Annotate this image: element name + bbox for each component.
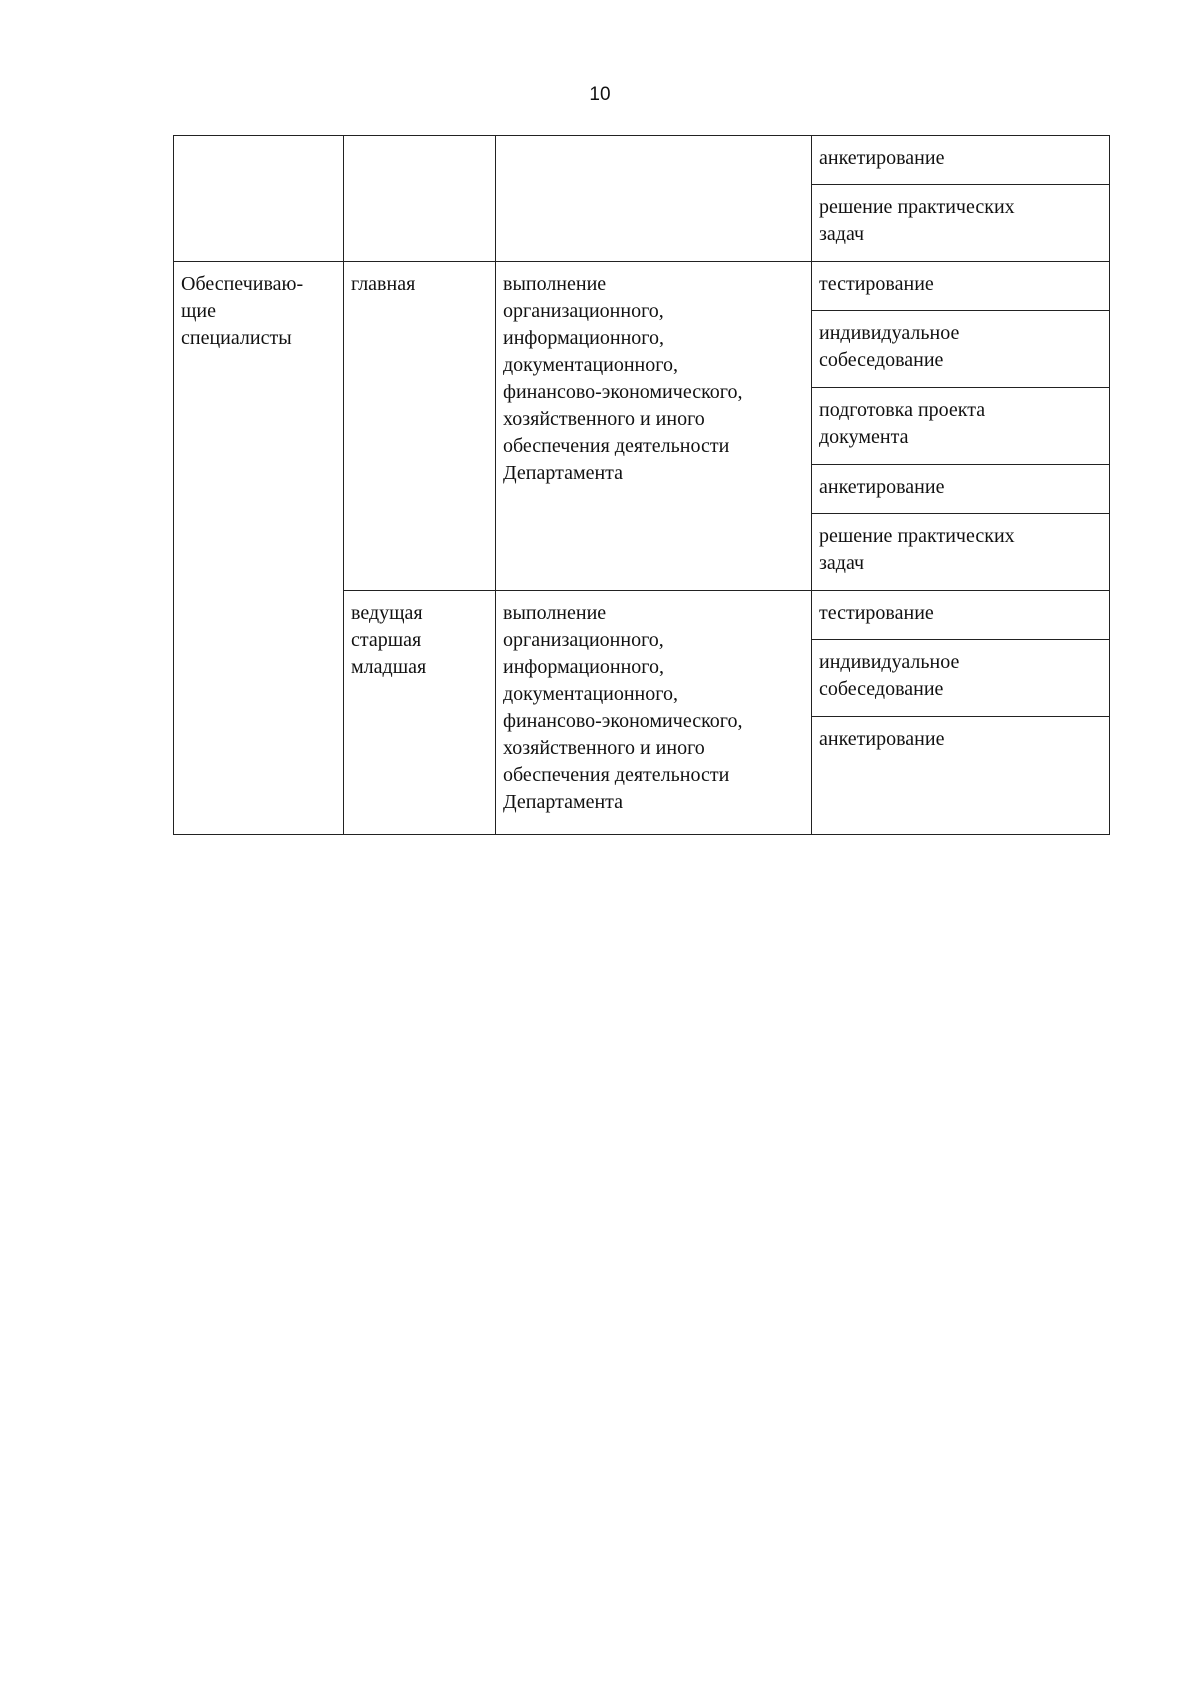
level-cell: главная (344, 262, 496, 591)
function-cell-empty (496, 136, 812, 262)
method-cell: индивидуальное собеседование (812, 311, 1110, 388)
method-cell: анкетирование (812, 136, 1110, 185)
method-cell: тестирование (812, 591, 1110, 640)
category-cell-empty (174, 136, 344, 262)
page-number: 10 (589, 84, 611, 105)
methods-table (173, 135, 1110, 835)
method-cell: тестирование (812, 262, 1110, 311)
method-cell: подготовка проекта документа (812, 388, 1110, 465)
level-cell-empty (344, 136, 496, 262)
function-cell: выполнение организационного, информационного, документационного, финансово-экономического, хозяйственного и иного обеспечения деятельности Департамента (496, 262, 812, 591)
method-cell: решение практических задач (812, 185, 1110, 262)
level-cell: ведущая старшая младшая (344, 591, 496, 835)
table-row (174, 136, 1110, 185)
table-row (174, 262, 1110, 311)
function-cell: выполнение организационного, информационного, документационного, финансово-экономического, хозяйственного и иного обеспечения деятельности Департамента (496, 591, 812, 835)
category-cell: Обеспечиваю- щие специалисты (174, 262, 344, 835)
method-cell: индивидуальное собеседование (812, 640, 1110, 717)
method-cell: анкетирование (812, 717, 1110, 835)
method-cell: решение практических задач (812, 514, 1110, 591)
method-cell: анкетирование (812, 465, 1110, 514)
